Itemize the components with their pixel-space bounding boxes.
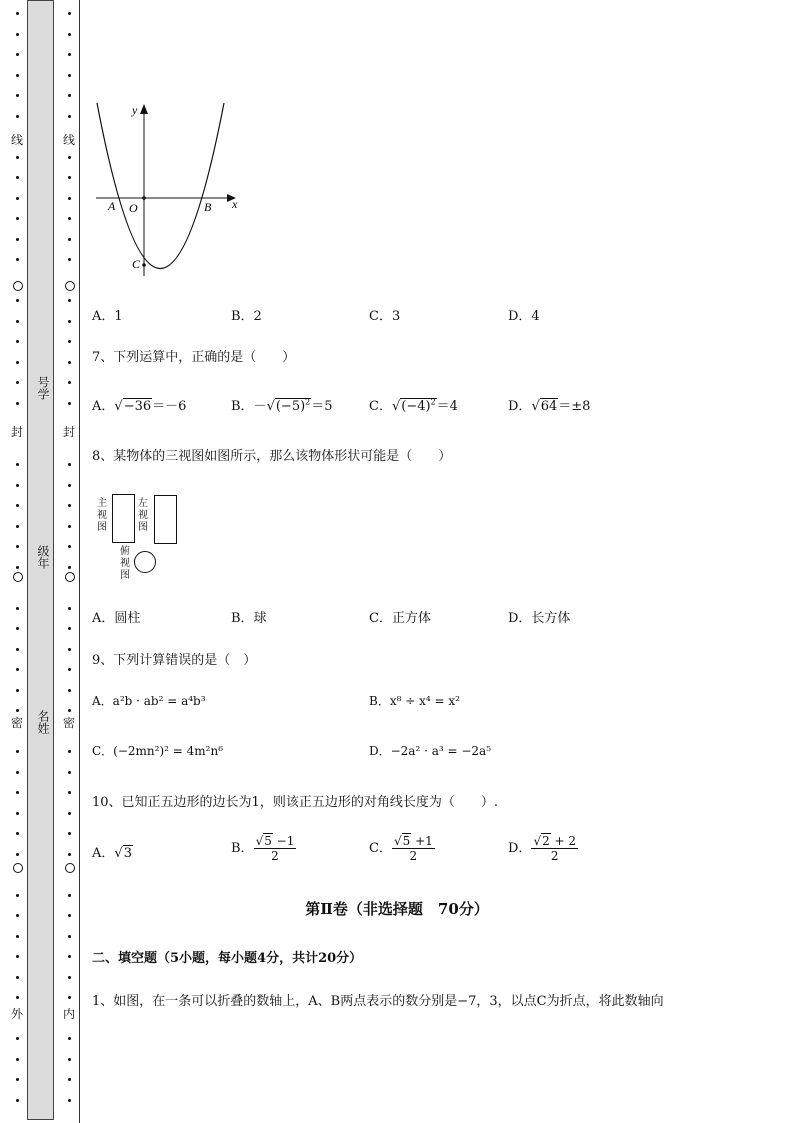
binding-dot [68,853,71,856]
radical-icon: √ [266,399,275,414]
q10-d-num-radicand: 2 [542,834,550,848]
binding-dot [68,299,71,302]
q7-b-prefix: B．－ [231,399,267,414]
binding-dot [68,94,71,97]
binding-dot [16,894,19,897]
q9-option-d[interactable]: D．−2a² · a³ = −2a⁵ [369,744,492,758]
binding-dot [68,545,71,548]
parabola-figure [92,98,252,278]
q7-a-rest: ＝－6 [152,399,187,414]
binding-dot [16,955,19,958]
top-view-label: 俯视图 [120,546,130,581]
binding-dot [16,914,19,917]
binding-dot [68,648,71,651]
binding-dot [16,709,19,712]
binding-circle-icon [65,863,75,873]
point-a-label: A [108,199,116,213]
binding-dot [68,258,71,261]
q10-d-denominator: 2 [550,849,559,863]
left-view-rect [154,495,177,544]
binding-dot [68,607,71,610]
binding-dot [68,504,71,507]
q8-option-c[interactable]: C．正方体 [369,611,431,626]
fill-q1-stem: 1、如图，在一条可以折叠的数轴上，A、B两点表示的数分别是−7，3，以点C为折点，将此数轴向 [92,994,664,1009]
binding-dot [68,894,71,897]
binding-dot [68,217,71,220]
binding-dot [68,668,71,671]
q7-a-prefix: A． [92,399,115,414]
q6-option-a[interactable]: A．1 [92,309,123,324]
binding-dot [68,197,71,200]
q10-option-d[interactable] [508,834,578,863]
margin-char-feng-outer: 封 [10,425,23,439]
q9-option-c[interactable]: C．(−2mn²)² = 4m²n⁶ [92,744,224,758]
binding-dot [68,74,71,77]
binding-dot [16,402,19,405]
binding-dot [16,832,19,835]
radical-icon: √ [531,399,540,414]
section-2-subtitle: 二、填空题（5小题，每小题4分，共计20分） [92,951,363,966]
y-axis-label: y [132,103,138,117]
q7-d-rest: ＝±8 [558,399,591,414]
q10-a-radicand: 3 [123,846,132,861]
binding-dot [16,689,19,692]
q6-option-b[interactable]: B．2 [231,309,262,324]
field-label-id: 号学 [36,376,50,400]
q7-c-exponent: 2 [430,397,436,407]
x-axis-label: x [232,197,238,211]
binding-dot [68,1099,71,1102]
binding-dot [68,525,71,528]
q10-stem: 10、已知正五边形的边长为1，则该正五边形的对角线长度为（ ）. [92,795,498,810]
margin-char-nei-inner: 内 [62,1007,75,1021]
binding-dot [68,1078,71,1081]
margin-char-mi-inner: 密 [62,716,75,730]
q7-b-rest: ＝5 [311,399,333,414]
q9-stem: 9、下列计算错误的是（ ） [92,653,257,668]
radical-icon: √ [255,834,264,848]
q10-c-num-rest: +1 [411,834,433,848]
binding-dot [68,627,71,630]
q6-option-c[interactable]: C．3 [369,309,401,324]
binding-dot [68,914,71,917]
binding-dot [68,238,71,241]
binding-rail-line [79,0,80,1123]
q8-option-b[interactable]: B．球 [231,611,267,626]
binding-dot [16,607,19,610]
q7-stem: 7、下列运算中，正确的是（ ） [92,350,296,365]
binding-dot [16,791,19,794]
binding-circle-icon [13,863,23,873]
binding-dot [68,156,71,159]
binding-dot [16,853,19,856]
radical-icon: √ [391,399,401,414]
q7-b-exponent: 2 [305,397,311,407]
binding-dot [68,176,71,179]
binding-dot [68,340,71,343]
binding-dot [16,545,19,548]
field-label-grade: 级年 [36,545,50,569]
binding-circle-icon [65,281,75,291]
q9-option-a[interactable]: A．a²b · ab² = a⁴b³ [92,694,206,708]
binding-dot [16,771,19,774]
binding-dot [68,115,71,118]
binding-dot [68,12,71,15]
binding-dot [16,381,19,384]
binding-dot [16,996,19,999]
front-view-rect [112,494,135,543]
q10-c-prefix: C． [369,841,392,856]
binding-dot [16,258,19,261]
binding-dot [16,94,19,97]
binding-dot [16,504,19,507]
binding-dot [68,935,71,938]
q10-option-b[interactable] [231,834,296,863]
y-axis-arrow [140,104,148,114]
binding-dot [68,402,71,405]
margin-char-mi-outer: 密 [10,716,23,730]
point-o-label: O [129,201,138,215]
binding-dot [68,771,71,774]
binding-dot [16,1099,19,1102]
q7-c-prefix: C． [369,399,392,414]
binding-dot [16,627,19,630]
binding-dot [68,976,71,979]
field-label-name: 名姓 [36,710,50,734]
q10-d-num-rest: + 2 [550,834,577,848]
binding-dot [16,33,19,36]
q10-b-prefix: B． [231,841,254,856]
binding-dot [16,299,19,302]
binding-dot [16,463,19,466]
parabola-curve [97,103,224,269]
binding-dot [68,381,71,384]
front-view-label: 主视图 [97,498,107,533]
radical-icon: √ [393,834,402,848]
margin-char-xian-inner: 线 [62,133,75,147]
binding-dot [68,791,71,794]
q7-option-a[interactable] [92,395,186,414]
q7-d-prefix: D． [508,399,532,414]
binding-dot [16,53,19,56]
binding-dot [16,648,19,651]
radical-icon: √ [114,399,123,414]
binding-dot [16,976,19,979]
origin-point [142,196,146,200]
q8-option-d[interactable]: D．长方体 [508,611,571,626]
q10-c-num-radicand: 5 [402,834,411,848]
binding-dot [68,955,71,958]
binding-dot [68,566,71,569]
binding-dot [68,1037,71,1040]
binding-dot [16,340,19,343]
binding-dot [68,463,71,466]
binding-dot [68,1058,71,1061]
binding-dot [68,33,71,36]
binding-dot [16,197,19,200]
margin-char-feng-inner: 封 [62,425,75,439]
q7-b-radicand: (−5) [275,399,306,414]
binding-dot [68,689,71,692]
binding-circle-icon [65,572,75,582]
left-view-label: 左视图 [138,498,148,533]
margin-char-xian-outer: 线 [10,133,23,147]
q7-option-d[interactable] [508,395,590,414]
binding-dot [16,484,19,487]
q6-option-d[interactable]: D．4 [508,309,540,324]
radical-icon: √ [533,834,542,848]
q7-d-radicand: 64 [540,399,558,414]
binding-dot [68,832,71,835]
binding-dot [68,996,71,999]
binding-dot [68,484,71,487]
binding-dot [16,525,19,528]
binding-circle-icon [13,281,23,291]
binding-dot [16,668,19,671]
binding-dot [16,238,19,241]
q10-option-a[interactable] [92,842,133,861]
binding-dot [68,361,71,364]
binding-circle-icon [13,572,23,582]
q10-d-fraction [531,834,578,863]
point-c-marker [142,263,146,267]
binding-dot [16,935,19,938]
binding-dot [16,156,19,159]
binding-dot [68,750,71,753]
q9-option-b[interactable]: B．x⁸ ÷ x⁴ = x² [369,694,460,708]
binding-dot [16,566,19,569]
binding-dot [16,361,19,364]
q10-c-fraction [392,834,435,863]
q7-c-rest: ＝4 [436,399,458,414]
binding-dot [16,320,19,323]
radical-icon: √ [114,846,123,861]
binding-dot [16,1058,19,1061]
q10-c-denominator: 2 [409,849,418,863]
q10-b-num-rest: −1 [272,834,295,848]
q10-b-num-radicand: 5 [264,834,272,848]
q7-option-b[interactable] [231,395,333,414]
top-view-circle [134,551,156,573]
binding-dot [16,1037,19,1040]
q7-a-radicand: −36 [123,399,152,414]
margin-char-wai-outer: 外 [10,1007,23,1021]
binding-dot [68,320,71,323]
binding-dot [16,217,19,220]
q10-d-prefix: D． [508,841,532,856]
binding-dot [68,812,71,815]
binding-dot [16,812,19,815]
binding-dot [16,74,19,77]
q10-b-denominator: 2 [271,849,279,863]
q10-option-c[interactable] [369,834,435,863]
q7-option-c[interactable] [369,395,458,414]
binding-dot [16,12,19,15]
q8-stem: 8、某物体的三视图如图所示，那么该物体形状可能是（ ） [92,449,452,464]
binding-dot [68,709,71,712]
q10-b-fraction [254,834,297,863]
q7-c-radicand: (−4) [401,399,431,414]
binding-dot [16,750,19,753]
binding-dot [68,53,71,56]
q10-a-prefix: A． [92,846,115,861]
section-2-title: 第Ⅱ卷（非选择题 70分） [305,900,489,918]
point-c-label: C [132,257,141,271]
binding-dot [16,176,19,179]
q8-option-a[interactable]: A．圆柱 [92,611,141,626]
point-b-label: B [204,200,212,214]
binding-dot [16,115,19,118]
binding-dot [16,1078,19,1081]
